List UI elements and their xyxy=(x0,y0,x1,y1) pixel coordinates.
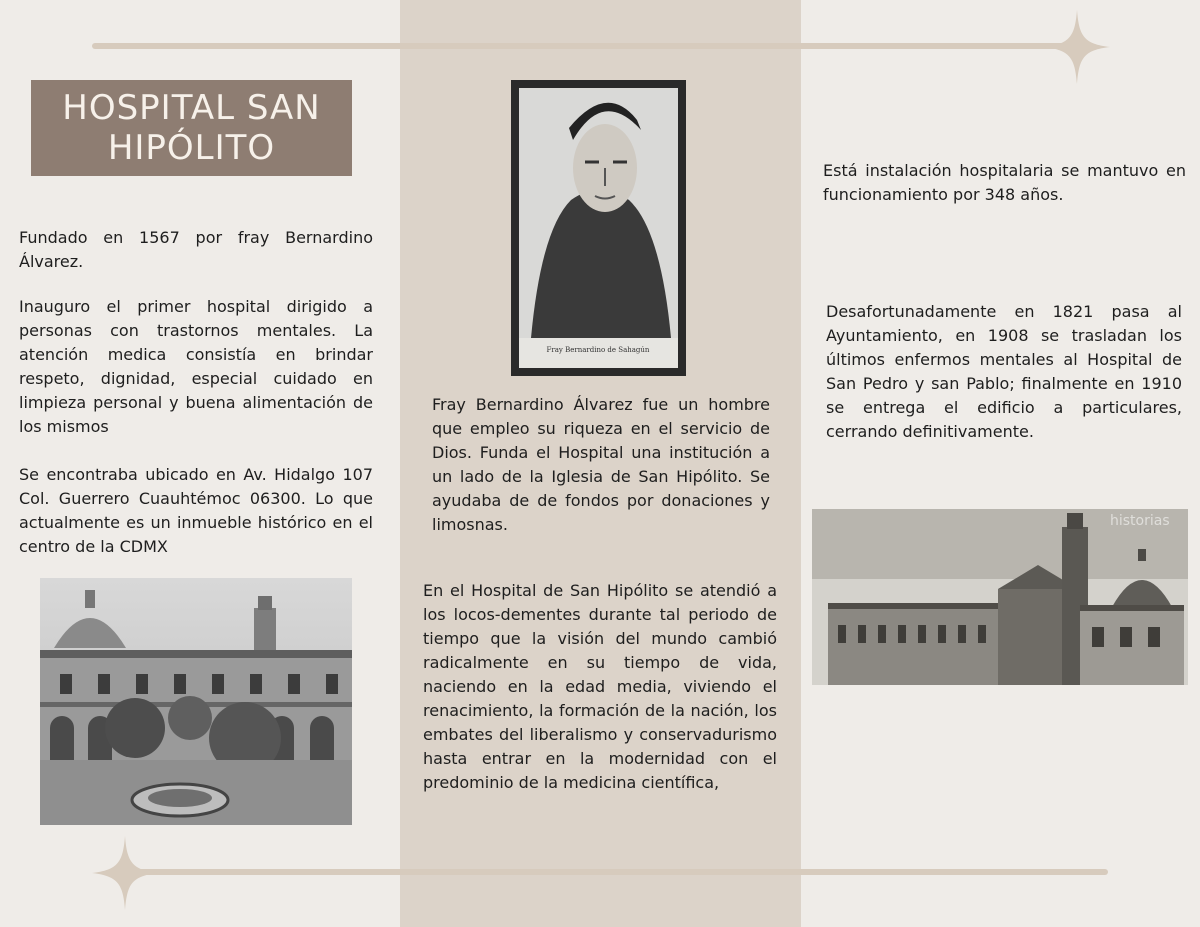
history-text: En el Hospital de San Hipólito se atendió a los locos-dementes durante tal periodo de tiempo que la visión del mundo cambió radicalmente en su tiempo de vida, naciendo en la edad media, viviendo el renacimiento, la formación de la nación, los embates del liberalismo y conservadurismo hasta entrar en la modernidad con el predominio de la medicina científica, xyxy=(423,581,777,792)
top-rule xyxy=(92,43,1084,49)
title-box xyxy=(31,80,352,176)
closure-text: Desafortunadamente en 1821 pasa al Ayuntamiento, en 1908 se trasladan los últimos enfermos mentales al Hospital de San Pedro y san Pablo; finalmente en 1910 se entrega el edificio a particulares, cerrando definitivamente. xyxy=(826,302,1182,441)
engraving-watermark: historias xyxy=(1110,513,1170,529)
bottom-star-icon xyxy=(92,836,158,910)
page-title: HOSPITAL SAN HIPÓLITO xyxy=(62,88,321,168)
engraving-image xyxy=(812,509,1188,685)
fray-text: Fray Bernardino Álvarez fue un hombre que empleo su riqueza en el servicio de Dios. Funda el Hospital una institución a un lado de la Iglesia de San Hipólito. Se ayudaba de de fondos por donaciones y limosnas. xyxy=(432,395,770,534)
location-text: Se encontraba ubicado en Av. Hidalgo 107 Col. Guerrero Cuauhtémoc 06300. Lo que actualmente es un inmueble histórico en el centro de la CDMX xyxy=(19,465,373,556)
portrait-photo xyxy=(511,80,686,376)
duration-text: Está instalación hospitalaria se mantuvo en funcionamiento por 348 años. xyxy=(823,161,1186,204)
bottom-rule xyxy=(116,869,1108,875)
top-star-icon xyxy=(1044,10,1110,84)
founded-text: Fundado en 1567 por fray Bernardino Álvarez. xyxy=(19,228,373,271)
first-hospital-text: Inauguro el primer hospital dirigido a personas con trastornos mentales. La atención medica consistía en brindar respeto, dignidad, especial cuidado en limpieza personal y buena alimentación de los mismos xyxy=(19,297,373,436)
portrait-caption: Fray Bernardino de Sahagún xyxy=(546,346,650,354)
courtyard-photo xyxy=(40,578,352,825)
